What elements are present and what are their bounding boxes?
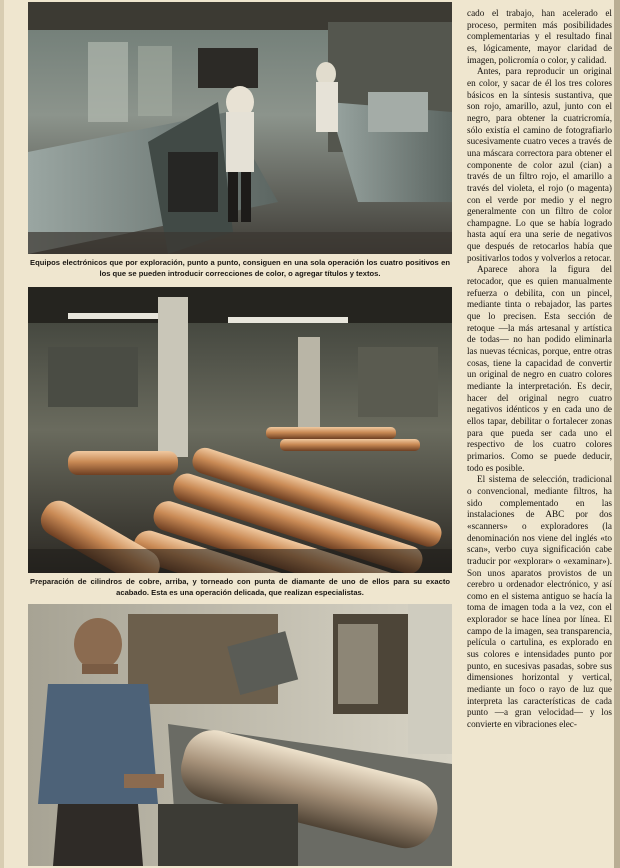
- photo-lathe-operator: [28, 604, 452, 866]
- article-paragraph: cado el trabajo, han acelerado el proceso, permiten más posibilidades complementarias y el resultado final es, lógicamente, mayor claridad de imagen, policromía o color, y calidad.: [467, 8, 612, 65]
- article-paragraph: El sistema de selección, tradicional o convencional, mediante filtros, ha sido complementado en las instalaciones de ABC por dos «scanners» o exploradores (la denominación nos viene del inglés «to scan», verbo cuya significación cabe traducir por «explorar» o «examinar»). Son unos aparatos provistos de un cerebro u ordenador electrónico, y así como en el sistema antiguo se hacía la toma de imagen toda a la vez, con el explorador se hace línea por línea. El campo de la imagen, sea transparencia, película o cartulina, es explorado en sus colores e intensidades punto por punto, en sucesivas pasadas, sobre sus dimensiones horizontal y vertical, mediante un foco o rayo de luz que interpreta las características de cada punto —a gran velocidad— y los convierte en vibraciones elec-: [467, 474, 612, 730]
- caption-scanners: Equipos electrónicos que por exploración, punto a punto, consiguen en una sola operación los cuatro positivos en los que se pueden introducir correcciones de color, o agregar títulos y textos.: [30, 258, 450, 278]
- photo-scanners: [28, 2, 452, 254]
- article-paragraph: Antes, para reproducir un original en color, y sacar de él los tres colores básicos en la síntesis sustantiva, que son rojo, amarillo, azul, junto con el negro, para obtener la cuatricromía, sólo existía el camino de fotografiarlo sucesivamente cuatro veces a través de una máscara correctora para obtener el componente de color azul (cian) a través de un filtro rojo, el amarillo a través del violeta, el rojo (o magenta) con el verde por medio y el negro generalmente con un filtro de color champagne. Lo que se había logrado hasta aquí era una serie de negativos que después de retocarlos había que positivarlos todos y volverlos a retocar.: [467, 66, 612, 263]
- caption-copper-cylinders: Preparación de cilindros de cobre, arriba, y torneado con punta de diamante de uno de ellos para su exacto acabado. Esta es una operación delicada, que realizan especialistas.: [30, 577, 450, 597]
- article-paragraph: Aparece ahora la figura del retocador, que es quien manualmente refuerza o debilita, con un pincel, mediante tinta o rebajador, las partes que lo precisen. Esta sección de retoque —la más artesanal y artística de todas— no han podido eliminarla las nuevas técnicas, porque, entre otras cosas, tiene la capacidad de convertir un original de negro en cuatro colores mediante la interpretación. Es decir, hacer del original negro cuatro negativos idénticos y en cada uno de ellos tapar, debilitar o fortalecer zonas para que pueda ser cada uno el respectivo de los cuatro colores primarios. Como se puede deducir, todo es posible.: [467, 264, 612, 473]
- photo-copper-cylinders: [28, 287, 452, 573]
- article-column: [467, 8, 612, 864]
